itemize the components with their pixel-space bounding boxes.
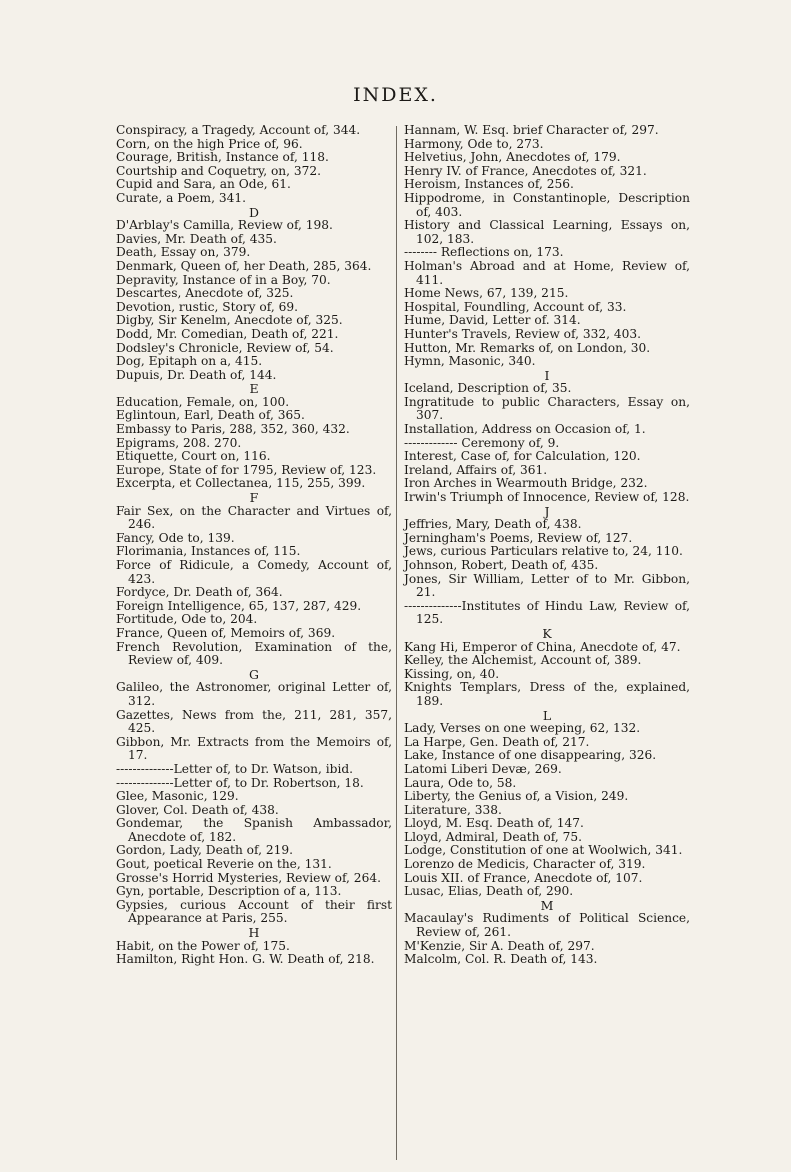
index-entry: Lloyd, Admiral, Death of, 75. [404, 829, 582, 844]
section-letter: F [249, 490, 259, 506]
index-entry: Home News, 67, 139, 215. [404, 286, 569, 301]
index-entry: Kelley, the Alchemist, Account of, 389. [404, 653, 642, 668]
index-entry: Ingratitude to public Characters, Essay on, 307. [404, 394, 690, 423]
index-entry: Cupid and Sara, an Ode, 61. [116, 177, 291, 192]
index-entry: Ireland, Affairs of, 361. [404, 462, 548, 477]
index-entry: Hutton, Mr. Remarks of, on London, 30. [404, 340, 651, 355]
section-letter: I [544, 367, 550, 383]
index-entry: Fortitude, Ode to, 204. [116, 612, 258, 627]
index-entry: Davies, Mr. Death of, 435. [116, 231, 277, 246]
index-entry: Lady, Verses on one weeping, 62, 132. [404, 721, 641, 736]
index-entry: Galileo, the Astronomer, original Letter of, 312. [116, 680, 392, 708]
index-entry: Courtship and Coquetry, on, 372. [116, 163, 322, 178]
index-entry: Hospital, Foundling, Account of, 33. [404, 299, 627, 314]
section-letter: G [249, 666, 259, 682]
index-entry: --------------Letter of, to Dr. Robertson, 18. [116, 775, 364, 790]
section-letter: D [248, 204, 260, 220]
index-entry: Hannam, W. Esq. brief Character of, 297. [404, 123, 659, 137]
page-title: INDEX. [353, 84, 438, 106]
index-entry: --------------Letter of, to Dr. Watson, ibid. [116, 761, 354, 776]
index-entry: Helvetius, John, Anecdotes of, 179. [404, 150, 621, 165]
index-entry: Lusac, Elias, Death of, 290. [404, 884, 574, 899]
index-entry: Depravity, Instance of in a Boy, 70. [116, 272, 331, 287]
index-entry: Gazettes, News from the, 211, 281, 357, 425. [116, 707, 392, 736]
index-entry: Grosse's Horrid Mysteries, Review of, 264. [116, 870, 381, 885]
index-entry: Habit, on the Power of, 175. [116, 938, 290, 953]
index-entry: France, Queen of, Memoirs of, 369. [116, 625, 336, 640]
index-entry: Excerpta, et Collectanea, 115, 255, 399. [116, 476, 366, 491]
index-entry: Europe, State of for 1795, Review of, 123. [116, 462, 377, 477]
section-letter: M [540, 897, 554, 913]
index-entry: D'Arblay's Camilla, Review of, 198. [116, 218, 333, 233]
column-divider [396, 126, 397, 1160]
index-entry: Dodsley's Chronicle, Review of, 54. [116, 340, 334, 355]
index-entry: Foreign Intelligence, 65, 137, 287, 429. [116, 598, 362, 613]
index-entry: Digby, Sir Kenelm, Anecdote of, 325. [116, 313, 343, 328]
section-letter: E [249, 381, 259, 397]
section-letter: K [542, 625, 552, 641]
index-entry: Fordyce, Dr. Death of, 364. [116, 585, 283, 600]
index-column-right [404, 124, 690, 967]
index-entry: Macaulay's Rudiments of Political Science, Review of, 261. [404, 911, 690, 940]
index-entry: Hymn, Masonic, 340. [404, 354, 536, 369]
index-entry: Jews, curious Particulars relative to, 24, 110. [404, 544, 683, 559]
index-entry: Literature, 338. [404, 802, 502, 817]
index-entry: Jeffries, Mary, Death of, 438. [404, 517, 582, 532]
index-entry: Latomi Liberi Devæ, 269. [404, 761, 562, 776]
index-entry: ------------- Ceremony of, 9. [404, 435, 560, 450]
index-entry: Education, Female, on, 100. [116, 394, 290, 409]
index-entry: Dog, Epitaph on a, 415. [116, 354, 263, 369]
index-entry: Gibbon, Mr. Extracts from the Memoirs of, 17. [116, 734, 392, 763]
index-column-left [116, 124, 392, 967]
index-entry: Eglintoun, Earl, Death of, 365. [116, 408, 305, 423]
index-entry: Descartes, Anecdote of, 325. [116, 286, 294, 301]
index-entry: Irwin's Triumph of Innocence, Review of, 128. [404, 490, 690, 505]
index-entry: Kissing, on, 40. [404, 666, 500, 681]
index-entry: Hume, David, Letter of. 314. [404, 313, 581, 328]
index-entry: Death, Essay on, 379. [116, 245, 251, 260]
index-entry: Etiquette, Court on, 116. [116, 449, 271, 464]
section-letter: H [248, 925, 260, 941]
index-entry: Henry IV. of France, Anecdotes of, 321. [404, 163, 647, 178]
index-entry: Gordon, Lady, Death of, 219. [116, 843, 293, 858]
index-entry: Florimania, Instances of, 115. [116, 544, 301, 559]
index-entry: Devotion, rustic, Story of, 69. [116, 299, 298, 314]
index-entry: French Revolution, Examination of the, Review of, 409. [116, 639, 392, 668]
index-entry: Courage, British, Instance of, 118. [116, 150, 329, 165]
index-entry: Jones, Sir William, Letter of to Mr. Gibbon, 21. [404, 571, 690, 600]
index-entry: History and Classical Learning, Essays on, 102, 183. [404, 218, 690, 246]
index-entry: Holman's Abroad and at Home, Review of, 411. [404, 258, 690, 287]
index-entry: Interest, Case of, for Calculation, 120. [404, 449, 641, 464]
index-entry: --------------Institutes of Hindu Law, Review of, 125. [404, 598, 690, 627]
section-letter: J [544, 503, 550, 519]
index-entry: Malcolm, Col. R. Death of, 143. [404, 952, 598, 967]
index-entry: La Harpe, Gen. Death of, 217. [404, 734, 590, 749]
index-entry: Glover, Col. Death of, 438. [116, 802, 279, 817]
index-entry: Lloyd, M. Esq. Death of, 147. [404, 816, 584, 831]
index-entry: Force of Ridicule, a Comedy, Account of, 423. [116, 558, 392, 586]
index-entry: Iron Arches in Wearmouth Bridge, 232. [404, 476, 648, 491]
index-entry: Denmark, Queen of, her Death, 285, 364. [116, 258, 372, 273]
index-entry: Gyn, portable, Description of a, 113. [116, 884, 342, 899]
index-entry: Gondemar, the Spanish Ambassador, Anecdote of, 182. [116, 816, 392, 844]
index-entry: -------- Reflections on, 173. [404, 245, 564, 260]
index-entry: Fancy, Ode to, 139. [116, 530, 235, 545]
index-entry: Hunter's Travels, Review of, 332, 403. [404, 326, 641, 341]
index-entry: Conspiracy, a Tragedy, Account of, 344. [116, 123, 361, 137]
index-entry: Embassy to Paris, 288, 352, 360, 432. [116, 422, 350, 437]
index-entry: Liberty, the Genius of, a Vision, 249. [404, 789, 629, 804]
index-entry: Lodge, Constitution of one at Woolwich, 341. [404, 843, 683, 858]
index-entry: Lake, Instance of one disappearing, 326. [404, 748, 657, 763]
index-entry: Gout, poetical Reverie on the, 131. [116, 857, 332, 872]
index-entry: Installation, Address on Occasion of, 1. [404, 422, 646, 437]
index-entry: Corn, on the high Price of, 96. [116, 136, 303, 151]
index-entry: Jerningham's Poems, Review of, 127. [404, 530, 633, 545]
index-entry: Laura, Ode to, 58. [404, 775, 517, 790]
index-entry: Kang Hi, Emperor of China, Anecdote of, 47. [404, 639, 681, 654]
index-entry: Knights Templars, Dress of the, explained, 189. [404, 680, 690, 708]
index-entry: Harmony, Ode to, 273. [404, 136, 544, 151]
index-entry: Johnson, Robert, Death of, 435. [404, 558, 599, 572]
index-entry: Dupuis, Dr. Death of, 144. [116, 367, 277, 382]
index-entry: Epigrams, 208. 270. [116, 435, 242, 450]
index-entry: Hippodrome, in Constantinople, Description of, 403. [404, 190, 690, 219]
index-entry: Gypsies, curious Account of their first Appearance at Paris, 255. [116, 897, 392, 926]
index-entry: Glee, Masonic, 129. [116, 789, 239, 804]
index-entry: Heroism, Instances of, 256. [404, 177, 574, 192]
index-entry: Iceland, Description of, 35. [404, 381, 572, 396]
index-entry: Louis XII. of France, Anecdote of, 107. [404, 870, 643, 885]
section-letter: L [542, 707, 552, 723]
index-entry: Dodd, Mr. Comedian, Death of, 221. [116, 326, 339, 341]
index-entry: M'Kenzie, Sir A. Death of, 297. [404, 938, 595, 953]
index-entry: Fair Sex, on the Character and Virtues of, 246. [116, 503, 392, 532]
index-entry: Lorenzo de Medicis, Character of, 319. [404, 857, 646, 872]
index-entry: Curate, a Poem, 341. [116, 190, 246, 205]
index-entry: Hamilton, Right Hon. G. W. Death of, 218. [116, 952, 375, 967]
